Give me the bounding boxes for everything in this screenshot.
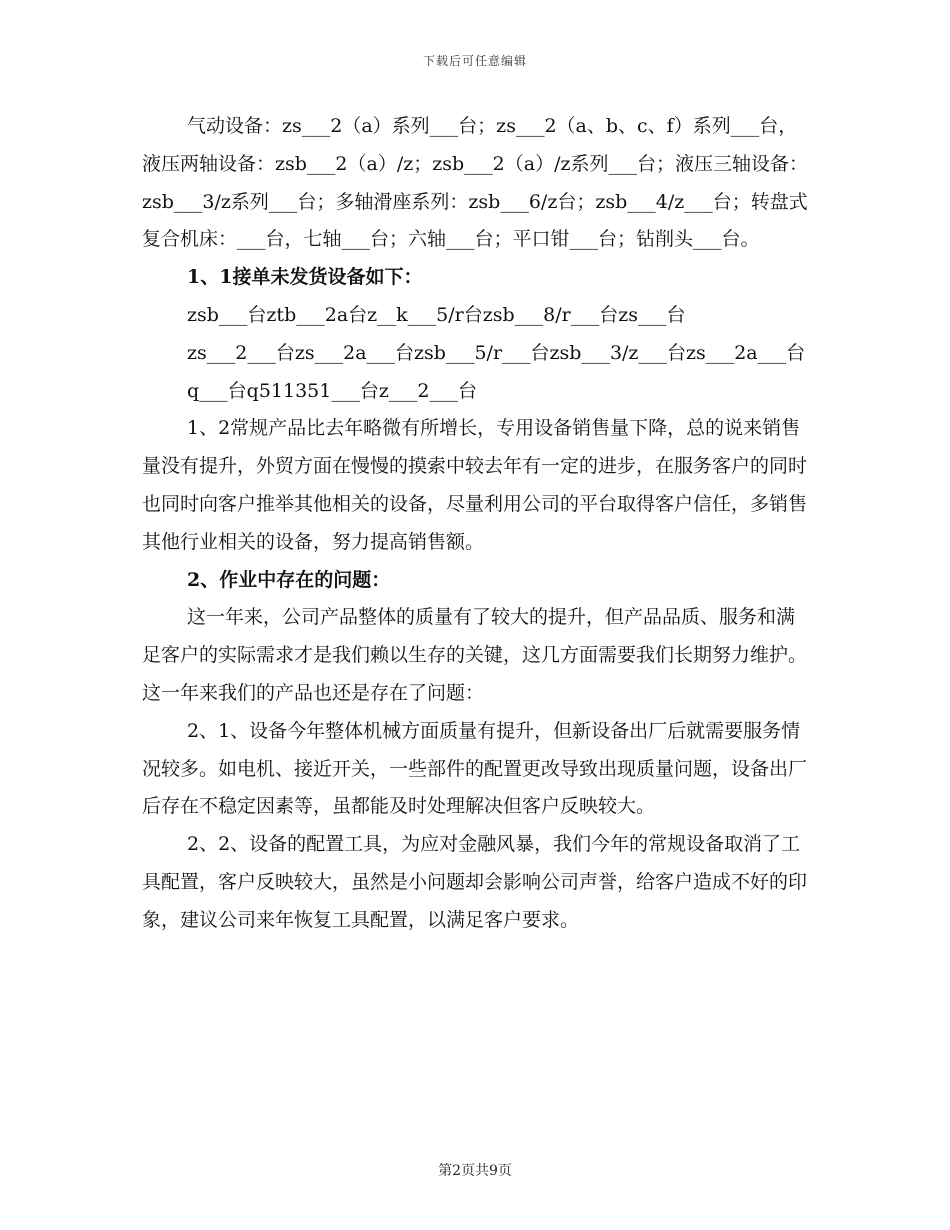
- paragraph-order-line-2: zs___2___台zs___2a___台zsb___5/r___台zsb___3/z___台zs___2a___台: [187, 341, 806, 364]
- paragraph-sales-summary: 1、2常规产品比去年略微有所增长，专用设备销售量下降，总的说来销售量没有提升，外贸方面在慢慢的摸索中较去年有一定的进步，在服务客户的同时也同时向客户推举其他相关的设备，尽量利用公司的平台取得客户信任，多销售其他行业相关的设备，努力提高销售额。: [142, 417, 808, 553]
- paragraph-order-line-3: q___台q511351___台z___2___台: [187, 379, 477, 402]
- paragraph-problem-2-2: 2、2、设备的配置工具，为应对金融风暴，我们今年的常规设备取消了工具配置，客户反映较大，虽然是小问题却会影响公司声誉，给客户造成不好的印象，建议公司来年恢复工具配置，以满足客户要求。: [142, 833, 808, 931]
- document-body: [142, 108, 810, 940]
- heading-unshipped-orders: 1、1接单未发货设备如下：: [187, 266, 423, 289]
- paragraph-equipment-list: 气动设备：zs___2（a）系列___台；zs___2（a、b、c、f）系列___台，液压两轴设备：zsb___2（a）/z；zsb___2（a）/z系列___台；液压三轴设备：zsb___3/z系列___台；多轴滑座系列：zsb___6/z台；zsb___4/z___台；转盘式复合机床：___台，七轴___台；六轴___台；平口钳___台；钻削头___台。: [142, 115, 809, 251]
- paragraph-problems-intro: 这一年来，公司产品整体的质量有了较大的提升，但产品品质、服务和满足客户的实际需求才是我们赖以生存的关键，这几方面需要我们长期努力维护。这一年来我们的产品也还是存在了问题：: [142, 606, 808, 704]
- page-header: 下载后可任意编辑: [422, 54, 527, 68]
- heading-problems: 2、作业中存在的问题：: [187, 568, 391, 591]
- paragraph-problem-2-1: 2、1、设备今年整体机械方面质量有提升，但新设备出厂后就需要服务情况较多。如电机、接近开关，一些部件的配置更改导致出现质量问题，设备出厂后存在不稳定因素等，虽都能及时处理解决但客户反映较大。: [142, 719, 808, 818]
- paragraph-order-line-1: zsb___台ztb___2a台z__k___5/r台zsb___8/r___台zs___台: [187, 303, 686, 326]
- page-footer: 第2页共9页: [438, 1163, 512, 1179]
